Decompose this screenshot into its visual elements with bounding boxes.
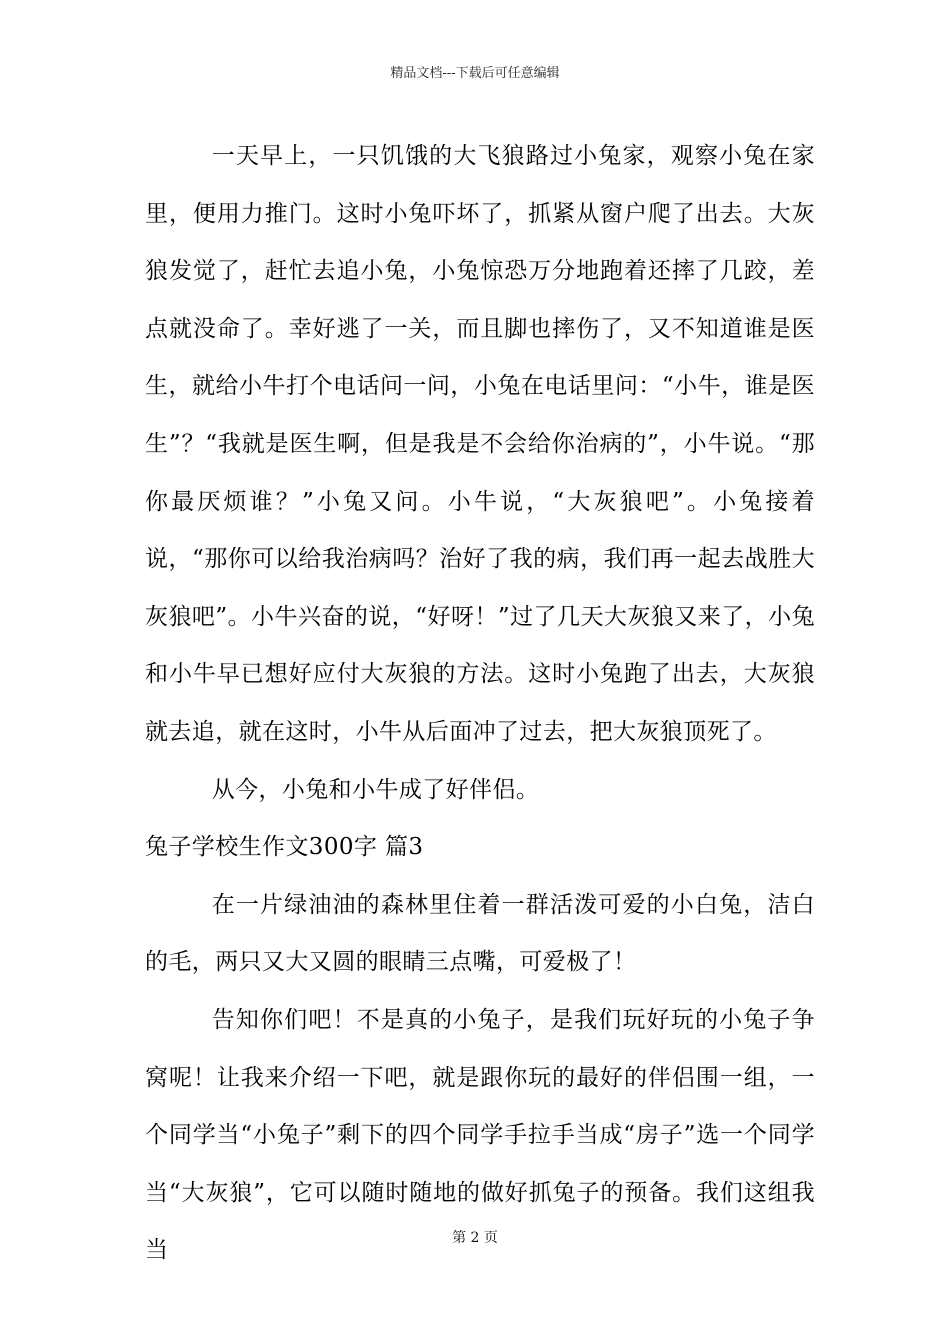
section-heading: 兔子学校生作文300字 篇3 xyxy=(145,834,424,861)
paragraph-story: 一天早上，一只饥饿的大飞狼路过小兔家，观察小兔在家里，便用力推门。这时小兔吓坏了，抓紧从窗户爬了出去。大灰狼发觉了，赶忙去追小兔，小兔惊恐万分地跑着还摔了几跤，差点就没命了。幸好逃了一关，而且脚也摔伤了，又不知道谁是医生，就给小牛打个电话问一问，小兔在电话里问：“小牛，谁是医生”？“我就是医生啊，但是我是不会给你治病的”，小牛说。“那你最厌烦谁？”小兔又问。小牛说，“大灰狼吧”。小兔接着说，“那你可以给我治病吗？治好了我的病，我们再一起去战胜大灰狼吧”。小牛兴奋的说，“好呀！”过了几天大灰狼又来了，小兔和小牛早已想好应付大灰狼的方法。这时小兔跑了出去，大灰狼就去追，就在这时，小牛从后面冲了过去，把大灰狼顶死了。 xyxy=(145,143,815,745)
page-number: 第 2 页 xyxy=(452,1230,498,1246)
paragraph-forest: 在一片绿油油的森林里住着一群活泼可爱的小白兔，洁白的毛，两只又大又圆的眼睛三点嘴，可爱极了！ xyxy=(145,891,815,976)
paragraph-ending: 从今，小兔和小牛成了好伴侣。 xyxy=(211,776,540,803)
document-body xyxy=(145,128,815,1280)
paragraph-game: 告知你们吧！不是真的小兔子，是我们玩好玩的小兔子争窝呢！让我来介绍一下吧，就是跟你玩的最好的伴侣围一组，一个同学当“小兔子”剩下的四个同学手拉手当成“房子”选一个同学当“大灰狼”，它可以随时随地的做好抓兔子的预备。我们这组我当 xyxy=(145,1006,815,1264)
page-header: 精品文档---下载后可任意编辑 xyxy=(390,66,560,81)
